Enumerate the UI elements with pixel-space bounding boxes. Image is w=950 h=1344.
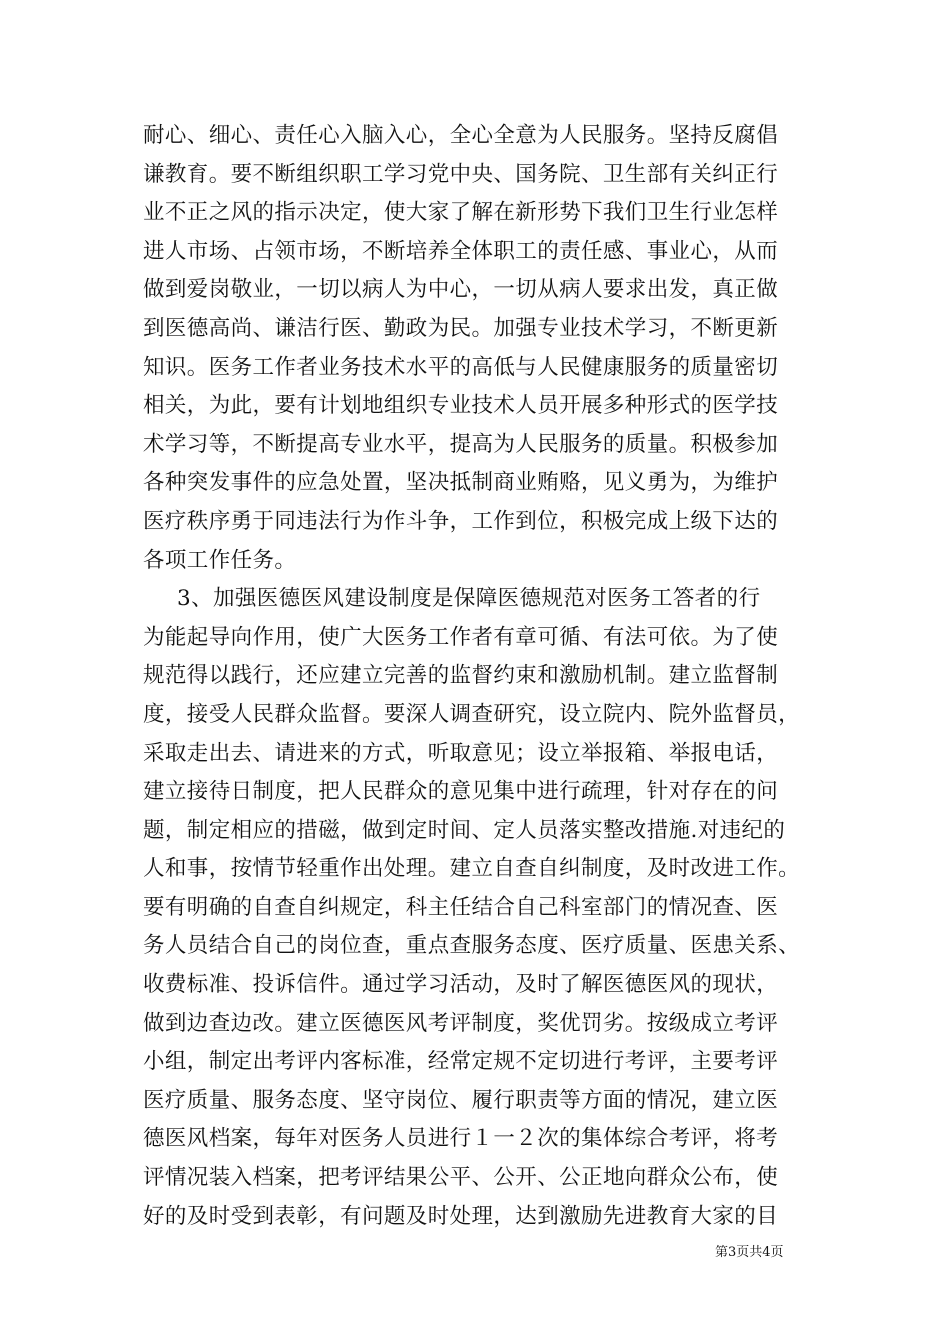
text-line: 相关，为此，要有计划地组织专业技术人员开展多种形式的医学技 [143,393,779,419]
text-line: 好的及时受到表彰，有问题及时处理，达到激励先进教育大家的目 [143,1203,779,1229]
text-line: 题，制定相应的措磁，做到定时间、定人员落实整改措施.对违纪的 [143,817,786,843]
body-text [143,117,823,1236]
text-line: 到医德高尚、谦洁行医、勤政为民。加强专业技术学习，不断更新 [143,315,779,341]
text-line: 知识。医务工作者业务技术水平的高低与人民健康服务的质量密切 [143,354,779,380]
text-line: 要有明确的自查自纠规定，科主任结合自己科室部门的情况查、医 [143,894,779,920]
text-line: 各种突发事件的应急处置，坚决抵制商业贿赂，见义勇为，为维护 [143,470,779,496]
text-line: 建立接待日制度，把人民群众的意见集中进行疏理，针对存在的问 [143,779,779,805]
text-line: 务人员结合自己的岗位查，重点查服务态度、医疗质量、医患关系、 [143,933,801,959]
text-line: 术学习等，不断提高专业水平，提高为人民服务的质量。积极参加 [143,431,779,457]
text-line: 医疗秩序勇于同违法行为作斗争，工作到位，积极完成上级下达的 [143,508,779,534]
text-line: 度，接受人民群众监督。要深人调查研究，设立院内、院外监督员， [143,701,801,727]
text-line: 规范得以践行，还应建立完善的监督约束和激励机制。建立监督制 [143,663,779,689]
page-number-footer: 第3页共4页 [715,1245,784,1260]
paragraph-start-line: 3、加强医德医风建设制度是保障医德规范对医务工答者的行 [177,586,761,612]
text-line: 进人市场、占领市场，不断培养全体职工的责任感、事业心，从而 [143,238,779,264]
text-line: 人和事，按情节轻重作出处理。建立自查自纠制度，及时改进工作。 [143,856,801,882]
text-line: 为能起导向作用，使广大医务工作者有章可循、有法可依。为了使 [143,624,779,650]
text-line: 业不正之风的指示决定，使大家了解在新形势下我们卫生行业怎样 [143,200,779,226]
text-line: 做到爱岗敬业，一切以病人为中心，一切从病人要求出发，真正做 [143,277,779,303]
text-line: 谦教育。要不断组织职工学习党中央、国务院、卫生部有关纠正行 [143,161,779,187]
text-line: 收费标准、投诉信件。通过学习活动，及时了解医德医风的现状， [143,972,779,998]
text-line: 做到边查边改。建立医德医风考评制度，奖优罚劣。按级成立考评 [143,1010,779,1036]
text-line: 评情况装入档案，把考评结果公平、公开、公正地向群众公布，使 [143,1165,779,1191]
text-line: 小组，制定出考评内客标准，经常定规不定切进行考评，主要考评 [143,1049,779,1075]
text-line: 耐心、细心、责任心入脑入心，全心全意为人民服务。坚持反腐倡 [143,123,779,148]
text-line: 采取走出去、请进来的方式，听取意见；设立举报箱、举报电话， [143,740,779,766]
text-line: 德医风档案，每年对医务人员进行１一２次的集体综合考评，将考 [143,1126,779,1152]
text-line: 医疗质量、服务态度、坚守岗位、履行职责等方面的情况，建立医 [143,1087,779,1113]
text-line: 各项工作任务。 [143,547,297,573]
